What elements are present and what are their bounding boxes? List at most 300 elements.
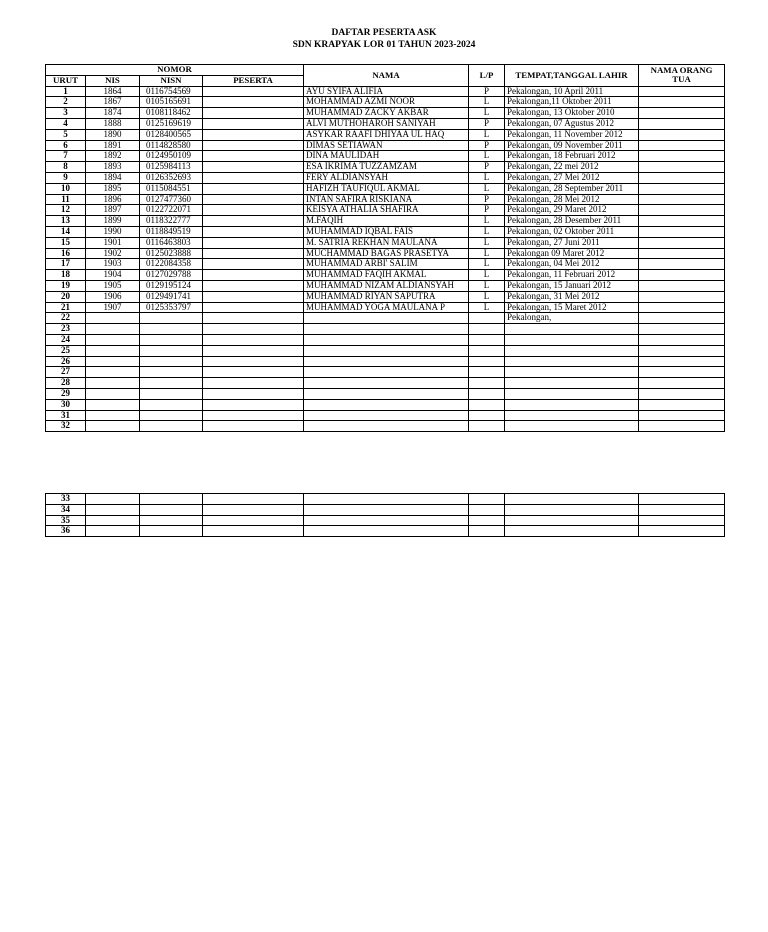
cell-lp: L	[469, 151, 505, 162]
cell-urut: 31	[46, 410, 86, 421]
cell-ttl: Pekalongan, 13 Oktober 2010	[505, 108, 639, 119]
cell-nama	[304, 388, 469, 399]
participant-table	[45, 64, 725, 432]
cell-ttl	[505, 324, 639, 335]
cell-nama: M.FAQIH	[304, 216, 469, 227]
cell-nis: 1907	[86, 302, 140, 313]
cell-urut: 35	[46, 515, 86, 526]
cell-nisn	[140, 421, 203, 432]
table-row	[46, 108, 725, 119]
cell-urut: 5	[46, 129, 86, 140]
cell-ortu	[639, 97, 725, 108]
participant-table-continued	[45, 493, 725, 537]
cell-nis	[86, 410, 140, 421]
cell-peserta	[203, 515, 304, 526]
cell-urut: 2	[46, 97, 86, 108]
table-row	[46, 378, 725, 389]
document-subtitle: SDN KRAPYAK LOR 01 TAHUN 2023-2024	[292, 40, 476, 50]
cell-urut: 16	[46, 248, 86, 259]
cell-urut: 33	[46, 494, 86, 505]
cell-peserta	[203, 410, 304, 421]
cell-nama	[304, 378, 469, 389]
cell-nisn: 0127477360	[140, 194, 203, 205]
cell-nama	[304, 494, 469, 505]
cell-nisn: 0128400565	[140, 129, 203, 140]
cell-ttl: Pekalongan, 28 Mei 2012	[505, 194, 639, 205]
cell-nisn	[140, 388, 203, 399]
cell-lp: L	[469, 280, 505, 291]
cell-ttl	[505, 388, 639, 399]
cell-ortu	[639, 291, 725, 302]
cell-nisn: 0115084551	[140, 183, 203, 194]
table-row	[46, 324, 725, 335]
cell-lp	[469, 367, 505, 378]
cell-ortu	[639, 205, 725, 216]
cell-ortu	[639, 302, 725, 313]
cell-lp	[469, 324, 505, 335]
cell-peserta	[203, 162, 304, 173]
cell-ttl	[505, 504, 639, 515]
cell-ttl	[505, 367, 639, 378]
cell-urut: 6	[46, 140, 86, 151]
table-row	[46, 237, 725, 248]
header-nisn: NISN	[140, 75, 203, 86]
table-row	[46, 421, 725, 432]
cell-nis	[86, 504, 140, 515]
cell-nama	[304, 410, 469, 421]
cell-urut: 27	[46, 367, 86, 378]
cell-ttl: Pekalongan,	[505, 313, 639, 324]
cell-ttl: Pekalongan, 18 Februari 2012	[505, 151, 639, 162]
cell-peserta	[203, 345, 304, 356]
cell-lp: L	[469, 97, 505, 108]
cell-lp	[469, 399, 505, 410]
cell-nis: 1901	[86, 237, 140, 248]
cell-nama	[304, 313, 469, 324]
cell-urut: 10	[46, 183, 86, 194]
cell-nis: 1894	[86, 172, 140, 183]
cell-ortu	[639, 345, 725, 356]
cell-nama	[304, 367, 469, 378]
cell-nisn: 0127029788	[140, 270, 203, 281]
cell-urut: 25	[46, 345, 86, 356]
cell-ortu	[639, 324, 725, 335]
cell-nisn: 0122722071	[140, 205, 203, 216]
cell-ttl: Pekalongan, 09 November 2011	[505, 140, 639, 151]
cell-ttl: Pekalongan, 28 September 2011	[505, 183, 639, 194]
cell-lp	[469, 526, 505, 537]
cell-nis: 1896	[86, 194, 140, 205]
cell-peserta	[203, 399, 304, 410]
cell-nis	[86, 313, 140, 324]
cell-nisn: 0125353797	[140, 302, 203, 313]
table-row	[46, 367, 725, 378]
cell-peserta	[203, 504, 304, 515]
cell-urut: 36	[46, 526, 86, 537]
cell-nama	[304, 334, 469, 345]
cell-nisn	[140, 345, 203, 356]
cell-nama: ESA IKRIMA TUZZAMZAM	[304, 162, 469, 173]
cell-peserta	[203, 259, 304, 270]
cell-nis: 1867	[86, 97, 140, 108]
cell-ortu	[639, 108, 725, 119]
cell-lp: L	[469, 172, 505, 183]
cell-urut: 1	[46, 86, 86, 97]
cell-nis: 1903	[86, 259, 140, 270]
cell-urut: 28	[46, 378, 86, 389]
cell-urut: 19	[46, 280, 86, 291]
cell-nisn	[140, 356, 203, 367]
table-row	[46, 345, 725, 356]
cell-urut: 32	[46, 421, 86, 432]
cell-nama	[304, 356, 469, 367]
cell-ortu	[639, 421, 725, 432]
table-row	[46, 172, 725, 183]
cell-ttl: Pekalongan,11 Oktober 2011	[505, 97, 639, 108]
cell-peserta	[203, 194, 304, 205]
cell-peserta	[203, 151, 304, 162]
cell-nis	[86, 399, 140, 410]
cell-ortu	[639, 151, 725, 162]
cell-lp	[469, 515, 505, 526]
cell-nama: MUHAMMAD YOGA MAULANA P	[304, 302, 469, 313]
header-nama: NAMA	[304, 65, 469, 87]
cell-nis	[86, 324, 140, 335]
cell-nis: 1902	[86, 248, 140, 259]
cell-lp: L	[469, 302, 505, 313]
cell-nisn: 0125023888	[140, 248, 203, 259]
cell-nis: 1891	[86, 140, 140, 151]
table-row	[46, 86, 725, 97]
cell-urut: 13	[46, 216, 86, 227]
cell-lp: L	[469, 237, 505, 248]
cell-lp: P	[469, 205, 505, 216]
cell-nis: 1864	[86, 86, 140, 97]
cell-ttl: Pekalongan, 27 Mei 2012	[505, 172, 639, 183]
cell-ortu	[639, 356, 725, 367]
cell-ttl: Pekalongan, 28 Desember 2011	[505, 216, 639, 227]
table-row	[46, 504, 725, 515]
cell-urut: 24	[46, 334, 86, 345]
cell-lp: L	[469, 216, 505, 227]
cell-nisn	[140, 378, 203, 389]
cell-ttl: Pekalongan, 04 Mei 2012	[505, 259, 639, 270]
cell-nis: 1892	[86, 151, 140, 162]
cell-nama	[304, 399, 469, 410]
table-row	[46, 248, 725, 259]
cell-lp: L	[469, 270, 505, 281]
cell-nama: MUHAMMAD ARBI' SALIM	[304, 259, 469, 270]
cell-lp: L	[469, 291, 505, 302]
cell-peserta	[203, 205, 304, 216]
cell-nama: AYU SYIFA ALIFIA	[304, 86, 469, 97]
cell-urut: 8	[46, 162, 86, 173]
cell-nama: ALVI MUTHOHAROH SANIYAH	[304, 118, 469, 129]
cell-nama: DINA MAULIDAH	[304, 151, 469, 162]
cell-ttl	[505, 494, 639, 505]
cell-ttl	[505, 410, 639, 421]
cell-lp	[469, 494, 505, 505]
cell-ttl: Pekalongan, 11 Februari 2012	[505, 270, 639, 281]
cell-peserta	[203, 313, 304, 324]
cell-ortu	[639, 248, 725, 259]
cell-nisn: 0116463803	[140, 237, 203, 248]
cell-peserta	[203, 248, 304, 259]
cell-ortu	[639, 162, 725, 173]
cell-nis: 1888	[86, 118, 140, 129]
cell-lp	[469, 313, 505, 324]
cell-nama: MUHAMMAD IQBAL FAIS	[304, 226, 469, 237]
cell-lp: P	[469, 140, 505, 151]
participant-rows-continued	[46, 494, 725, 537]
cell-nis: 1990	[86, 226, 140, 237]
cell-ortu	[639, 515, 725, 526]
cell-nisn: 0125984113	[140, 162, 203, 173]
cell-urut: 7	[46, 151, 86, 162]
cell-ortu	[639, 226, 725, 237]
cell-ortu	[639, 194, 725, 205]
cell-urut: 20	[46, 291, 86, 302]
cell-nisn: 0125169619	[140, 118, 203, 129]
cell-ortu	[639, 129, 725, 140]
header-nomor: NOMOR	[46, 65, 304, 76]
cell-urut: 21	[46, 302, 86, 313]
cell-urut: 23	[46, 324, 86, 335]
cell-ttl: Pekalongan 09 Maret 2012	[505, 248, 639, 259]
table-row	[46, 140, 725, 151]
cell-peserta	[203, 216, 304, 227]
cell-urut: 17	[46, 259, 86, 270]
cell-nama: MUHAMMAD RIYAN SAPUTRA	[304, 291, 469, 302]
cell-peserta	[203, 226, 304, 237]
cell-peserta	[203, 388, 304, 399]
cell-nama	[304, 504, 469, 515]
cell-ttl	[505, 334, 639, 345]
cell-lp: P	[469, 86, 505, 97]
table-row	[46, 313, 725, 324]
cell-lp: L	[469, 248, 505, 259]
table-row	[46, 526, 725, 537]
cell-nisn: 0118322777	[140, 216, 203, 227]
header-peserta: PESERTA	[203, 75, 304, 86]
cell-ttl	[505, 399, 639, 410]
table-row	[46, 291, 725, 302]
table-row	[46, 356, 725, 367]
cell-ortu	[639, 183, 725, 194]
cell-nis	[86, 515, 140, 526]
cell-ttl: Pekalongan, 31 Mei 2012	[505, 291, 639, 302]
table-row	[46, 183, 725, 194]
cell-nisn	[140, 526, 203, 537]
cell-nisn	[140, 410, 203, 421]
cell-ortu	[639, 334, 725, 345]
cell-urut: 34	[46, 504, 86, 515]
cell-nisn	[140, 334, 203, 345]
cell-lp: L	[469, 226, 505, 237]
cell-ortu	[639, 216, 725, 227]
cell-nis: 1906	[86, 291, 140, 302]
cell-lp	[469, 504, 505, 515]
cell-ortu	[639, 118, 725, 129]
cell-ttl: Pekalongan, 27 Juni 2011	[505, 237, 639, 248]
cell-nisn: 0116754569	[140, 86, 203, 97]
cell-nama: FERY ALDIANSYAH	[304, 172, 469, 183]
cell-urut: 3	[46, 108, 86, 119]
cell-lp	[469, 334, 505, 345]
cell-ortu	[639, 270, 725, 281]
cell-nisn	[140, 504, 203, 515]
table-row	[46, 162, 725, 173]
cell-nama: M. SATRIA REKHAN MAULANA	[304, 237, 469, 248]
cell-peserta	[203, 97, 304, 108]
cell-peserta	[203, 526, 304, 537]
cell-ortu	[639, 280, 725, 291]
table-row	[46, 129, 725, 140]
table-row	[46, 410, 725, 421]
cell-nama: ASYKAR RAAFI DHIYAA UL HAQ	[304, 129, 469, 140]
cell-nama	[304, 324, 469, 335]
cell-ortu	[639, 313, 725, 324]
cell-ortu	[639, 259, 725, 270]
cell-lp	[469, 421, 505, 432]
cell-peserta	[203, 183, 304, 194]
cell-lp	[469, 356, 505, 367]
cell-nisn	[140, 399, 203, 410]
cell-nisn: 0118849519	[140, 226, 203, 237]
cell-nis: 1893	[86, 162, 140, 173]
cell-ttl: Pekalongan, 07 Agustus 2012	[505, 118, 639, 129]
document-title: DAFTAR PESERTA ASK	[331, 28, 437, 38]
cell-nis	[86, 334, 140, 345]
cell-nis	[86, 388, 140, 399]
participant-rows	[46, 86, 725, 432]
cell-nisn: 0129195124	[140, 280, 203, 291]
cell-ortu	[639, 140, 725, 151]
cell-nama: HAFIZH TAUFIQUL AKMAL	[304, 183, 469, 194]
table-row	[46, 194, 725, 205]
cell-ortu	[639, 86, 725, 97]
cell-nis: 1904	[86, 270, 140, 281]
cell-nisn: 0126352693	[140, 172, 203, 183]
cell-lp	[469, 345, 505, 356]
cell-nisn: 0105165691	[140, 97, 203, 108]
cell-urut: 30	[46, 399, 86, 410]
cell-ortu	[639, 172, 725, 183]
table-row	[46, 515, 725, 526]
cell-nisn: 0114828580	[140, 140, 203, 151]
cell-nis: 1905	[86, 280, 140, 291]
cell-peserta	[203, 291, 304, 302]
cell-nama	[304, 345, 469, 356]
cell-lp: P	[469, 118, 505, 129]
cell-peserta	[203, 108, 304, 119]
cell-nama: MUHAMMAD ZACKY AKBAR	[304, 108, 469, 119]
cell-peserta	[203, 118, 304, 129]
cell-lp: L	[469, 129, 505, 140]
cell-ttl: Pekalongan, 15 Januari 2012	[505, 280, 639, 291]
table-row	[46, 280, 725, 291]
cell-ttl	[505, 356, 639, 367]
cell-ortu	[639, 378, 725, 389]
cell-urut: 12	[46, 205, 86, 216]
cell-nisn	[140, 515, 203, 526]
cell-peserta	[203, 129, 304, 140]
cell-urut: 18	[46, 270, 86, 281]
cell-ttl	[505, 421, 639, 432]
table-row	[46, 118, 725, 129]
cell-nis: 1899	[86, 216, 140, 227]
cell-nis	[86, 421, 140, 432]
cell-ortu	[639, 388, 725, 399]
cell-lp: L	[469, 108, 505, 119]
table-row	[46, 399, 725, 410]
table-row	[46, 494, 725, 505]
cell-peserta	[203, 270, 304, 281]
cell-urut: 22	[46, 313, 86, 324]
cell-nis	[86, 526, 140, 537]
cell-urut: 29	[46, 388, 86, 399]
header-nis: NIS	[86, 75, 140, 86]
cell-ttl	[505, 345, 639, 356]
cell-nama: MUHAMMAD NIZAM ALDIANSYAH	[304, 280, 469, 291]
cell-nisn: 0122084358	[140, 259, 203, 270]
cell-peserta	[203, 140, 304, 151]
header-urut: URUT	[46, 75, 86, 86]
table-row	[46, 334, 725, 345]
cell-ttl	[505, 378, 639, 389]
cell-nis	[86, 494, 140, 505]
cell-nis	[86, 345, 140, 356]
cell-peserta	[203, 494, 304, 505]
cell-urut: 9	[46, 172, 86, 183]
cell-ttl: Pekalongan, 11 November 2012	[505, 129, 639, 140]
cell-ttl: Pekalongan, 22 mei 2012	[505, 162, 639, 173]
cell-lp	[469, 388, 505, 399]
header-ttl: TEMPAT,TANGGAL LAHIR	[505, 65, 639, 87]
cell-ttl: Pekalongan, 02 Oktober 2011	[505, 226, 639, 237]
cell-ortu	[639, 504, 725, 515]
cell-peserta	[203, 356, 304, 367]
table-row	[46, 259, 725, 270]
cell-urut: 14	[46, 226, 86, 237]
table-row	[46, 151, 725, 162]
cell-peserta	[203, 421, 304, 432]
cell-nis	[86, 367, 140, 378]
cell-nama: MUHAMMAD FAQIH AKMAL	[304, 270, 469, 281]
cell-ortu	[639, 399, 725, 410]
cell-nis	[86, 378, 140, 389]
cell-nama	[304, 526, 469, 537]
table-row	[46, 205, 725, 216]
cell-nama: KEISYA ATHALIA SHAFIRA	[304, 205, 469, 216]
cell-peserta	[203, 334, 304, 345]
cell-ttl: Pekalongan, 29 Maret 2012	[505, 205, 639, 216]
cell-peserta	[203, 302, 304, 313]
cell-nama	[304, 515, 469, 526]
cell-nis: 1890	[86, 129, 140, 140]
table-row	[46, 97, 725, 108]
cell-lp	[469, 410, 505, 421]
cell-nama: MUCHAMMAD BAGAS PRASETYA	[304, 248, 469, 259]
cell-nisn: 0108118462	[140, 108, 203, 119]
cell-nama: MOHAMMAD AZMI NOOR	[304, 97, 469, 108]
cell-lp: L	[469, 259, 505, 270]
cell-nis: 1895	[86, 183, 140, 194]
cell-nisn: 0129491741	[140, 291, 203, 302]
cell-ortu	[639, 237, 725, 248]
cell-nisn	[140, 313, 203, 324]
cell-peserta	[203, 378, 304, 389]
